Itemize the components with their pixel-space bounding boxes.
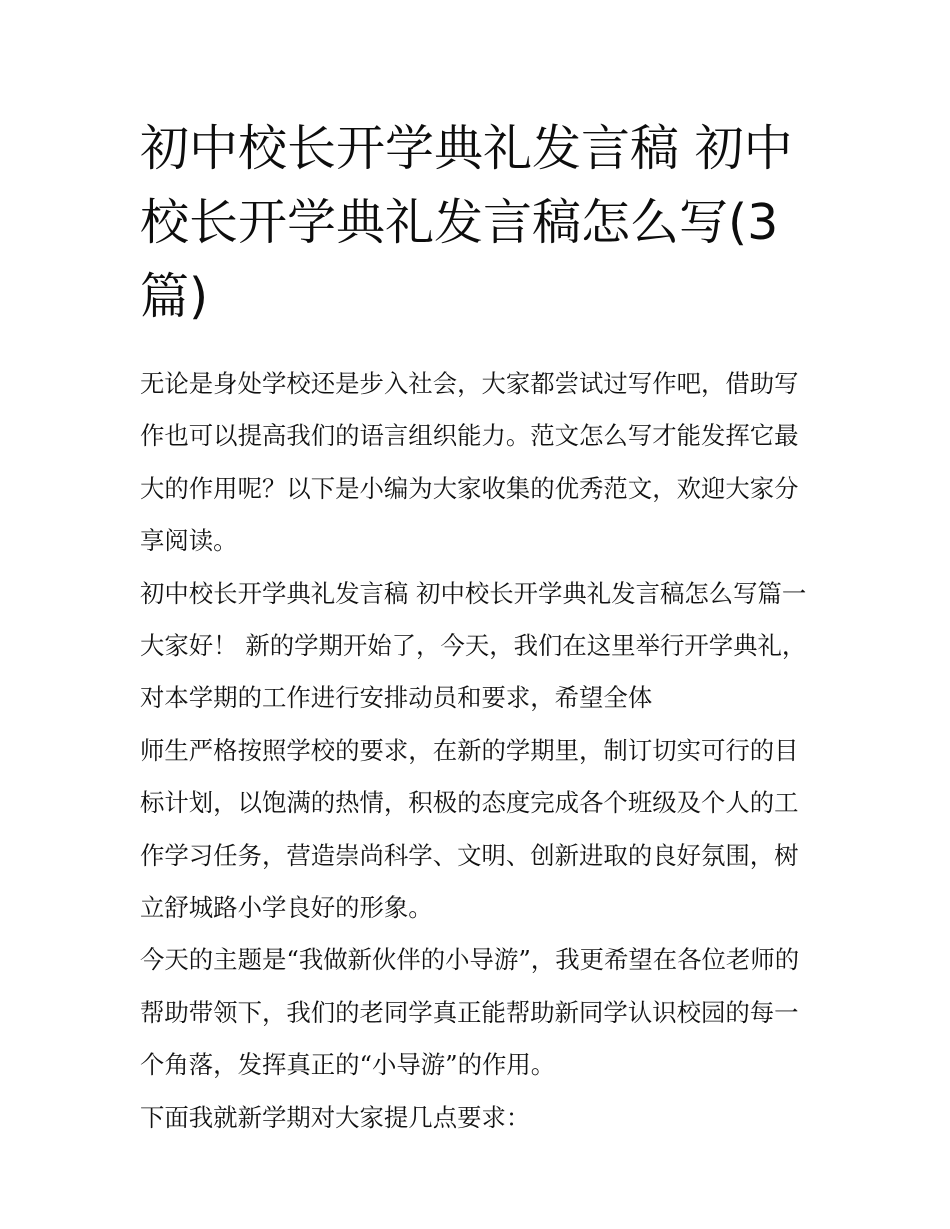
document-body [140,358,812,1144]
paragraph-goals: 师生严格按照学校的要求，在新的学期里，制订切实可行的目标计划，以饱满的热情，积极的态度完成各个班级及个人的工作学习任务，营造崇尚科学、文明、创新进取的良好氛围，树立舒城路小学良好的形象。 [140,735,799,923]
document-title: 初中校长开学典礼发言稿 初中校长开学典礼发言稿怎么写(3篇) [140,120,793,325]
paragraph-intro: 无论是身处学校还是步入社会，大家都尝试过写作吧，借助写作也可以提高我们的语言组织能力。范文怎么写才能发挥它最大的作用呢？以下是小编为大家收集的优秀范文，欢迎大家分享阅读。 [140,369,799,556]
paragraph-theme: 今天的主题是“我做新伙伴的小导游”，我更希望在各位老师的帮助带领下，我们的老同学真正能帮助新同学认识校园的每一个角落，发挥真正的“小导游”的作用。 [140,945,800,1080]
paragraph-greeting: 初中校长开学典礼发言稿 初中校长开学典礼发言稿怎么写篇一 大家好！ 新的学期开始了，今天，我们在这里举行开学典礼，对本学期的工作进行安排动员和要求，希望全体 [140,578,807,713]
paragraph-requirements: 下面我就新学期对大家提几点要求： [140,1102,531,1132]
document-content [140,112,812,1144]
